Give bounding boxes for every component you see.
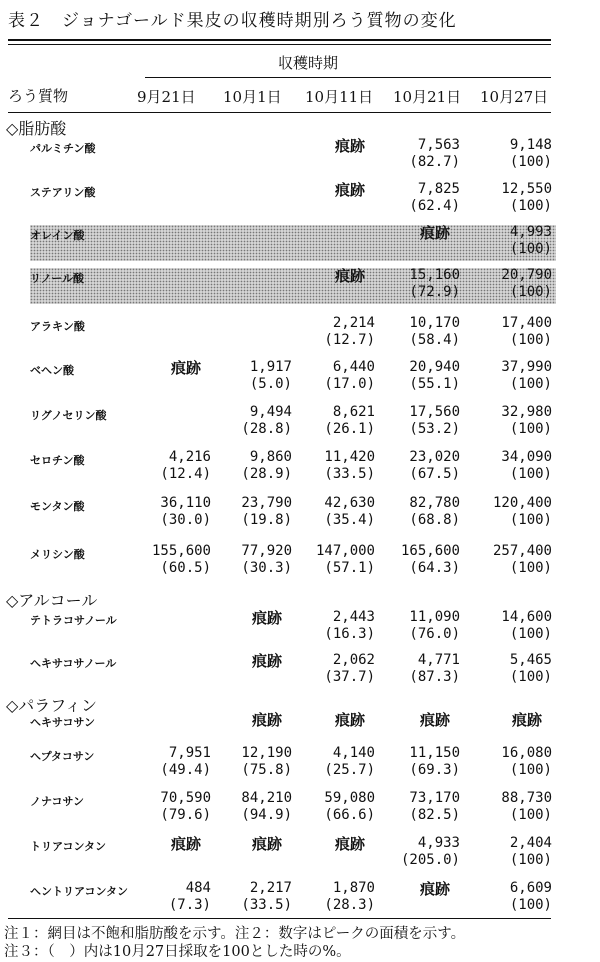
relative-percent: (16.3): [324, 626, 375, 642]
relative-percent: (100): [509, 421, 552, 437]
peak-area-value: 5,465: [509, 652, 552, 668]
compound-name: パルミチン酸: [30, 142, 96, 155]
relative-percent: (100): [509, 198, 552, 214]
relative-percent: (12.4): [160, 466, 211, 482]
compound-name: アラキン酸: [30, 320, 85, 333]
peak-area-value: 9,860: [249, 449, 292, 465]
trace-value: 痕跡: [170, 835, 201, 853]
peak-area-value: 84,210: [241, 790, 292, 806]
compound-name: リグノセリン酸: [30, 409, 107, 422]
relative-percent: (33.5): [241, 897, 292, 913]
peak-area-value: 11,090: [409, 609, 460, 625]
relative-percent: (25.7): [324, 762, 375, 778]
trace-value: 痕跡: [251, 652, 282, 670]
relative-percent: (87.3): [409, 669, 460, 685]
relative-percent: (30.3): [241, 560, 292, 576]
relative-percent: (67.5): [409, 466, 460, 482]
peak-area-value: 4,993: [509, 224, 552, 240]
relative-percent: (28.9): [241, 466, 292, 482]
relative-percent: (205.0): [400, 852, 460, 868]
relative-percent: (82.7): [409, 154, 460, 170]
compound-name: ヘキサコサン: [30, 716, 96, 729]
relative-percent: (7.3): [168, 897, 211, 913]
relative-percent: (72.9): [409, 284, 460, 300]
peak-area-value: 4,771: [417, 652, 460, 668]
trace-value: 痕跡: [334, 835, 365, 853]
relative-percent: (35.4): [324, 512, 375, 528]
relative-percent: (100): [509, 560, 552, 576]
peak-area-value: 2,214: [332, 315, 375, 331]
peak-area-value: 23,020: [409, 449, 460, 465]
relative-percent: (28.8): [241, 421, 292, 437]
trace-value: 痕跡: [334, 711, 365, 729]
section-heading: ◇パラフィン: [6, 696, 98, 715]
relative-percent: (33.5): [324, 466, 375, 482]
peak-area-value: 11,150: [409, 745, 460, 761]
trace-value: 痕跡: [251, 835, 282, 853]
peak-area-value: 12,550: [501, 181, 552, 197]
relative-percent: (100): [509, 807, 552, 823]
date-header-4: 10月21日: [393, 88, 462, 106]
trace-value: 痕跡: [419, 224, 450, 242]
peak-area-value: 147,000: [315, 543, 375, 559]
peak-area-value: 12,190: [241, 745, 292, 761]
relative-percent: (100): [509, 466, 552, 482]
compound-name: テトラコサノール: [30, 614, 117, 627]
compound-name: ヘキサコサノール: [30, 657, 117, 670]
relative-percent: (79.6): [160, 807, 211, 823]
relative-percent: (64.3): [409, 560, 460, 576]
date-header-1: 9月21日: [137, 88, 196, 106]
peak-area-value: 73,170: [409, 790, 460, 806]
peak-area-value: 2,217: [249, 880, 292, 896]
footnote-1: 注１：網目は不飽和脂肪酸を示す。注２：数字はピークの面積を示す。: [4, 926, 466, 942]
peak-area-value: 42,630: [324, 495, 375, 511]
trace-value: 痕跡: [251, 609, 282, 627]
top-rule-thick: [8, 39, 551, 41]
peak-area-value: 34,090: [501, 449, 552, 465]
peak-area-value: 10,170: [409, 315, 460, 331]
relative-percent: (100): [509, 332, 552, 348]
peak-area-value: 23,790: [241, 495, 292, 511]
peak-area-value: 9,494: [249, 404, 292, 420]
relative-percent: (76.0): [409, 626, 460, 642]
trace-value: 痕跡: [419, 880, 450, 898]
peak-area-value: 20,790: [501, 267, 552, 283]
peak-area-value: 4,140: [332, 745, 375, 761]
peak-area-value: 155,600: [151, 543, 211, 559]
trace-value: 痕跡: [334, 267, 365, 285]
peak-area-value: 257,400: [492, 543, 552, 559]
trace-value: 痕跡: [511, 711, 542, 729]
harvest-period-header: 収穫時期: [278, 54, 339, 72]
relative-percent: (55.1): [409, 376, 460, 392]
relative-percent: (37.7): [324, 669, 375, 685]
trace-value: 痕跡: [251, 711, 282, 729]
section-heading: ◇アルコール: [6, 591, 98, 610]
relative-percent: (58.4): [409, 332, 460, 348]
peak-area-value: 2,062: [332, 652, 375, 668]
relative-percent: (100): [509, 241, 552, 257]
compound-name: ステアリン酸: [30, 186, 96, 199]
peak-area-value: 88,730: [501, 790, 552, 806]
peak-area-value: 484: [185, 880, 211, 896]
relative-percent: (28.3): [324, 897, 375, 913]
relative-percent: (26.1): [324, 421, 375, 437]
peak-area-value: 2,404: [509, 835, 552, 851]
relative-percent: (100): [509, 284, 552, 300]
harvest-period-underline: [145, 77, 551, 78]
compound-name: リノール酸: [30, 272, 85, 285]
compound-name: メリシン酸: [30, 548, 85, 561]
peak-area-value: 82,780: [409, 495, 460, 511]
peak-area-value: 4,933: [417, 835, 460, 851]
relative-percent: (49.4): [160, 762, 211, 778]
peak-area-value: 7,825: [417, 181, 460, 197]
relative-percent: (100): [509, 154, 552, 170]
compound-name: モンタン酸: [30, 500, 85, 513]
relative-percent: (17.0): [324, 376, 375, 392]
peak-area-value: 120,400: [492, 495, 552, 511]
trace-value: 痕跡: [334, 181, 365, 199]
peak-area-value: 14,600: [501, 609, 552, 625]
relative-percent: (100): [509, 897, 552, 913]
relative-percent: (82.5): [409, 807, 460, 823]
relative-percent: (30.0): [160, 512, 211, 528]
peak-area-value: 16,080: [501, 745, 552, 761]
peak-area-value: 7,951: [168, 745, 211, 761]
peak-area-value: 7,563: [417, 137, 460, 153]
compound-name: ヘントリアコンタン: [30, 885, 129, 898]
relative-percent: (12.7): [324, 332, 375, 348]
compound-name: オレイン酸: [30, 229, 85, 242]
peak-area-value: 1,917: [249, 359, 292, 375]
relative-percent: (75.8): [241, 762, 292, 778]
peak-area-value: 36,110: [160, 495, 211, 511]
compound-name: トリアコンタン: [30, 840, 107, 853]
compound-name: ヘプタコサン: [30, 750, 95, 763]
peak-area-value: 20,940: [409, 359, 460, 375]
row-header-label: ろう質物: [8, 87, 69, 105]
relative-percent: (100): [509, 626, 552, 642]
compound-name: セロチン酸: [30, 454, 85, 467]
relative-percent: (100): [509, 376, 552, 392]
relative-percent: (66.6): [324, 807, 375, 823]
peak-area-value: 2,443: [332, 609, 375, 625]
relative-percent: (100): [509, 852, 552, 868]
relative-percent: (100): [509, 669, 552, 685]
relative-percent: (53.2): [409, 421, 460, 437]
relative-percent: (19.8): [241, 512, 292, 528]
relative-percent: (57.1): [324, 560, 375, 576]
trace-value: 痕跡: [170, 359, 201, 377]
peak-area-value: 6,440: [332, 359, 375, 375]
relative-percent: (100): [509, 512, 552, 528]
peak-area-value: 70,590: [160, 790, 211, 806]
peak-area-value: 77,920: [241, 543, 292, 559]
peak-area-value: 59,080: [324, 790, 375, 806]
relative-percent: (68.8): [409, 512, 460, 528]
relative-percent: (69.3): [409, 762, 460, 778]
section-heading: ◇脂肪酸: [6, 119, 67, 138]
compound-name: ノナコサン: [30, 795, 85, 808]
peak-area-value: 11,420: [324, 449, 375, 465]
peak-area-value: 17,400: [501, 315, 552, 331]
peak-area-value: 6,609: [509, 880, 552, 896]
bottom-rule: [8, 918, 551, 919]
relative-percent: (62.4): [409, 198, 460, 214]
footnote-2: 注３：（ ）内は10月27日採取を100とした時の%。: [4, 944, 351, 960]
unsaturated-shading: [30, 225, 556, 261]
trace-value: 痕跡: [334, 137, 365, 155]
trace-value: 痕跡: [419, 711, 450, 729]
relative-percent: (94.9): [241, 807, 292, 823]
peak-area-value: 32,980: [501, 404, 552, 420]
date-header-3: 10月11日: [305, 88, 374, 106]
compound-name: ベヘン酸: [30, 364, 74, 377]
peak-area-value: 9,148: [509, 137, 552, 153]
header-bottom-rule: [8, 112, 551, 113]
unsaturated-shading: [30, 268, 556, 304]
peak-area-value: 4,216: [168, 449, 211, 465]
date-header-2: 10月1日: [223, 88, 282, 106]
table-title: 表２ ジョナゴールド果皮の収穫時期別ろう質物の変化: [8, 11, 457, 31]
peak-area-value: 8,621: [332, 404, 375, 420]
relative-percent: (100): [509, 762, 552, 778]
peak-area-value: 17,560: [409, 404, 460, 420]
relative-percent: (60.5): [160, 560, 211, 576]
peak-area-value: 15,160: [409, 267, 460, 283]
relative-percent: (5.0): [249, 376, 292, 392]
peak-area-value: 1,870: [332, 880, 375, 896]
top-rule-thin: [8, 44, 551, 45]
peak-area-value: 37,990: [501, 359, 552, 375]
date-header-5: 10月27日: [480, 88, 549, 106]
peak-area-value: 165,600: [400, 543, 460, 559]
